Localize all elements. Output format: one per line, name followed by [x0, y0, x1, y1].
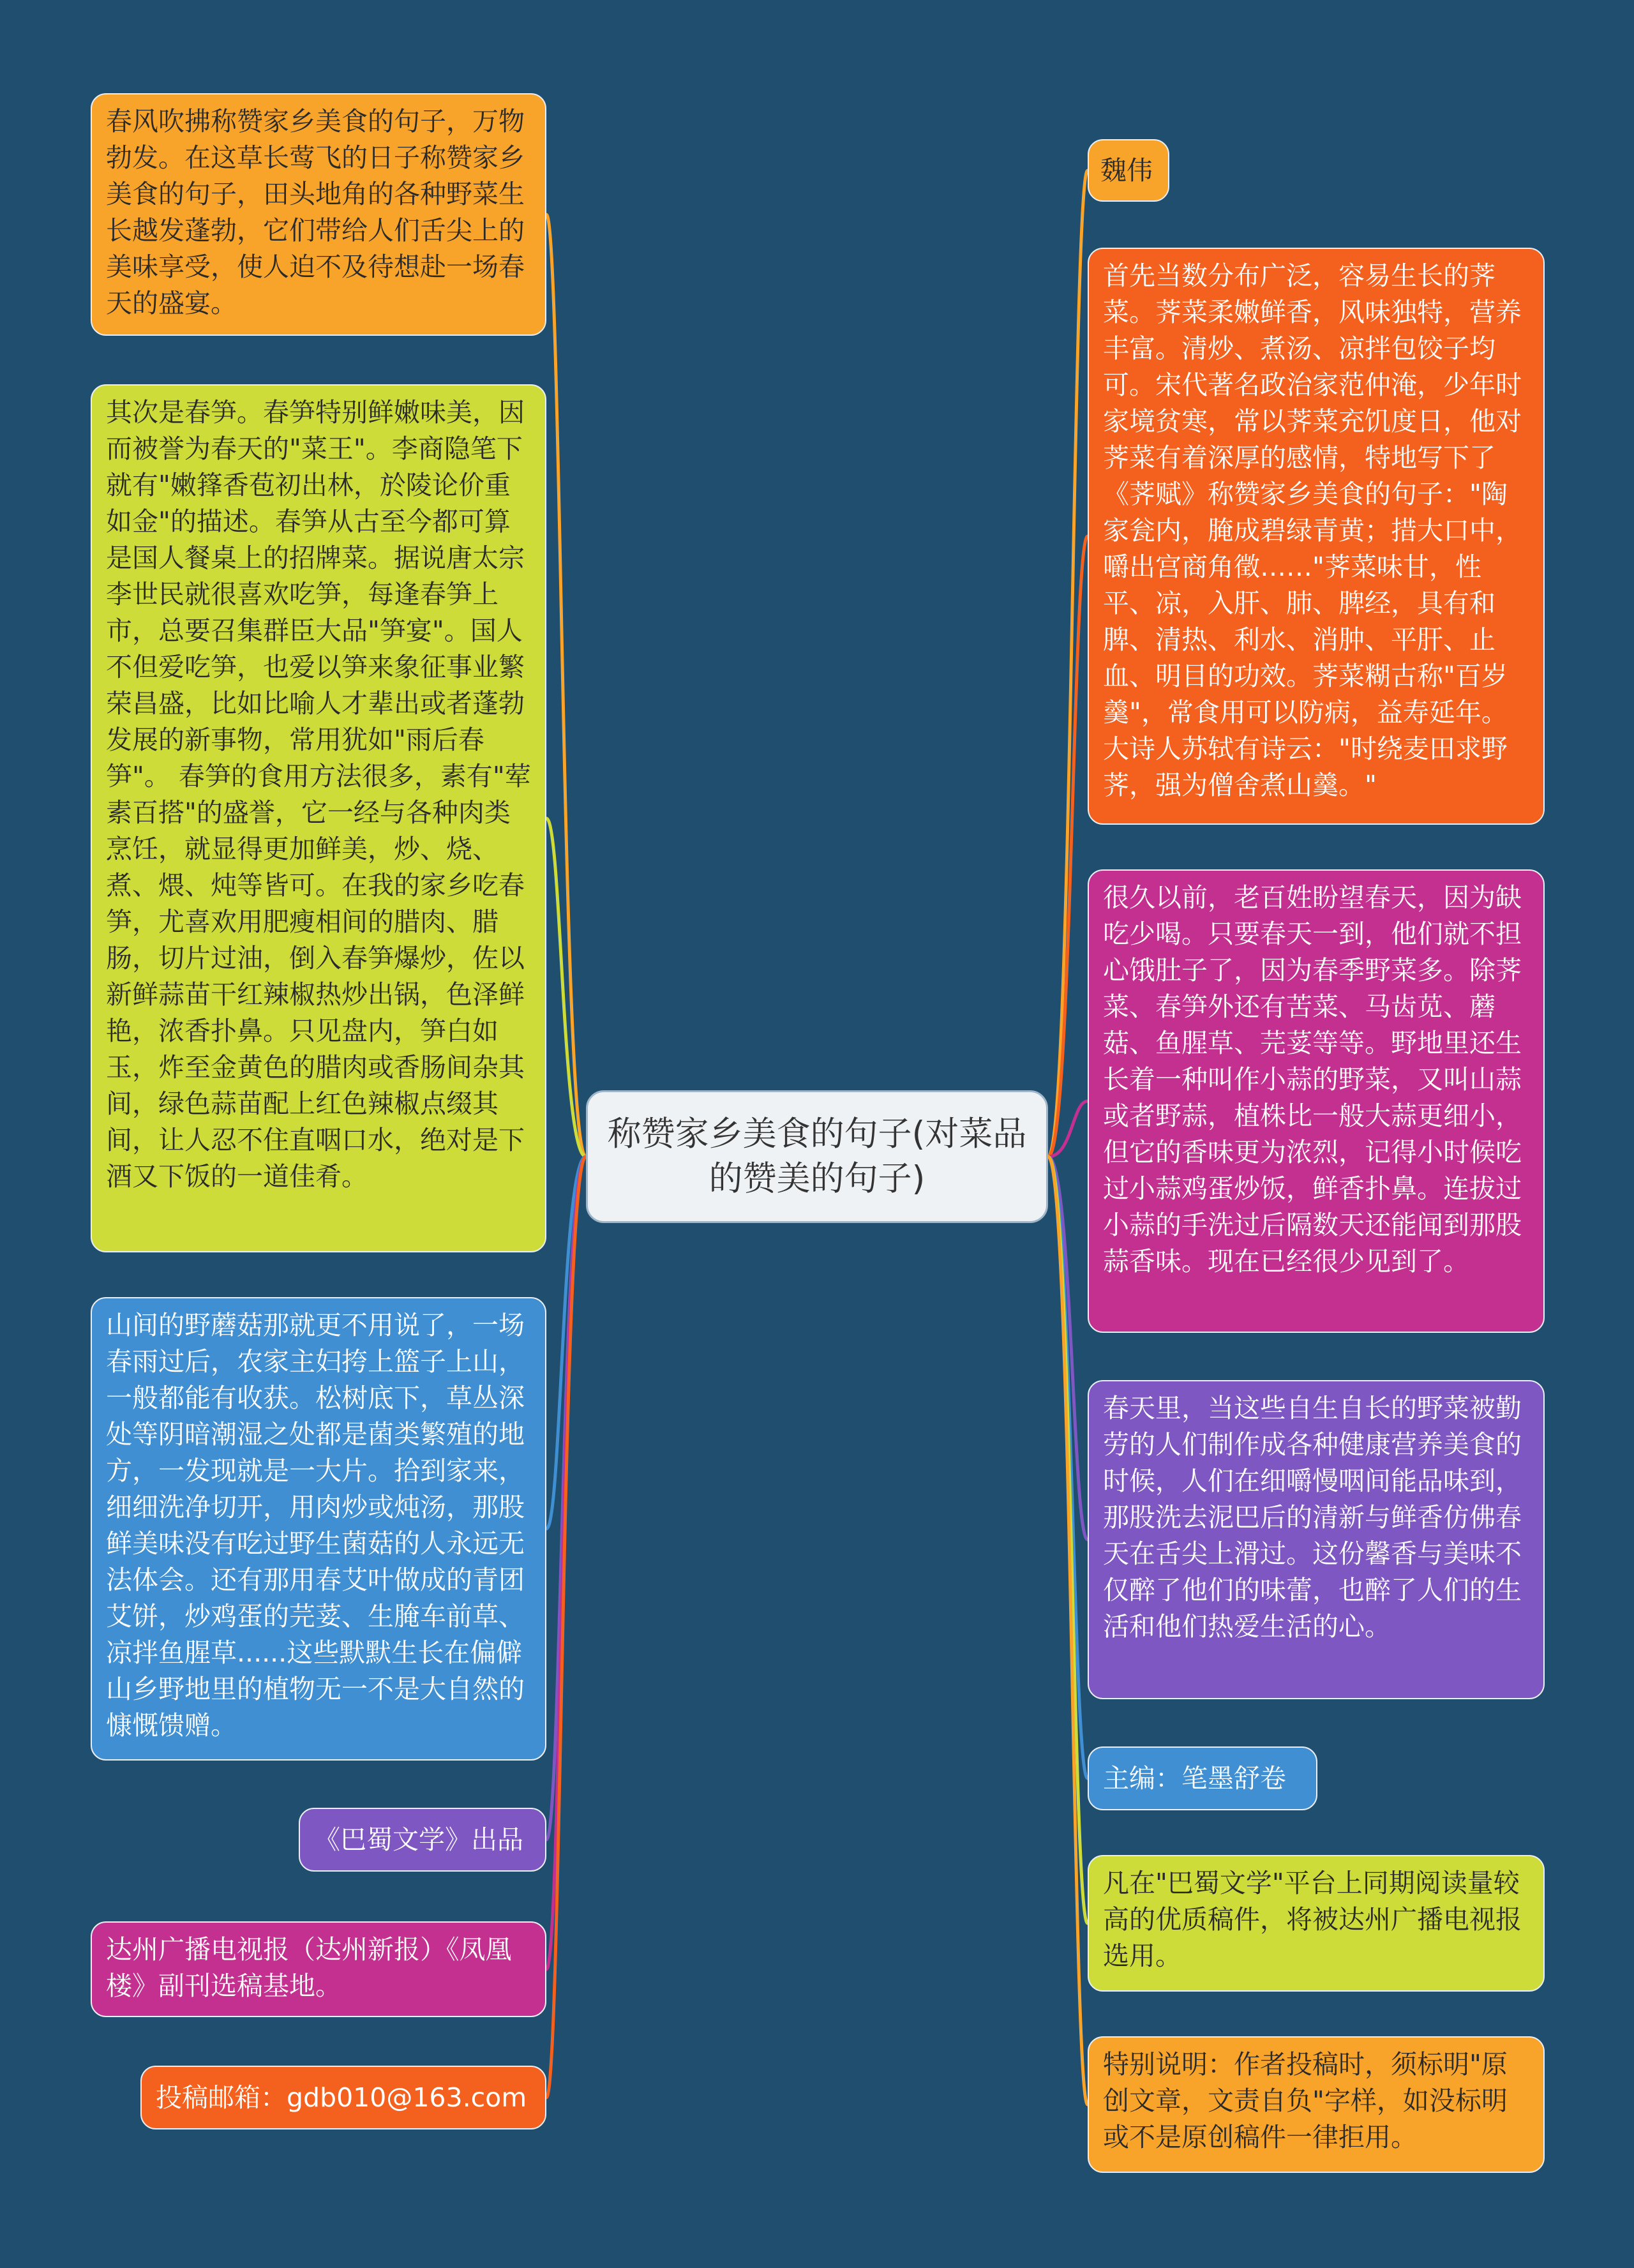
right-node-editor[interactable]: 主编：笔墨舒卷 [1088, 1746, 1317, 1810]
right-node-author[interactable]: 魏伟 [1088, 139, 1169, 202]
right-node-wild-garlic[interactable]: 很久以前，老百姓盼望春天，因为缺吃少喝。只要春天一到，他们就不担心饿肚子了，因为春季野菜多。除荠菜、春笋外还有苦菜、马齿苋、蘑菇、鱼腥草、芫荽等等。野地里还生长着一种叫作小蒜的野菜，又叫山蒜或者野蒜，植株比一般大蒜更细小，但它的香味更为浓烈，记得小时候吃过小蒜鸡蛋炒饭，鲜香扑鼻。连拔过小蒜的手洗过后隔数天还能闻到那股蒜香味。现在已经很少见到了。 [1088, 869, 1545, 1333]
right-node-spring-flavor[interactable]: 春天里，当这些自生自长的野菜被勤劳的人们制作成各种健康营养美食的时候，人们在细嚼慢咽间能品味到，那股洗去泥巴后的清新与鲜香仿佛春天在舌尖上滑过。这份馨香与美味不仅醉了他们的味蕾，也醉了人们的生活和他们热爱生活的心。 [1088, 1380, 1545, 1699]
left-node-wild-mushrooms[interactable]: 山间的野蘑菇那就更不用说了，一场春雨过后，农家主妇挎上篮子上山，一般都能有收获。松树底下，草丛深处等阴暗潮湿之处都是菌类繁殖的地方，一发现就是一大片。拾到家来，细细洗净切开，用肉炒或炖汤，那股鲜美味没有吃过野生菌菇的人永远无法体会。还有那用春艾叶做成的青团艾饼，炒鸡蛋的芫荽、生腌车前草、凉拌鱼腥草......这些默默生长在偏僻山乡野地里的植物无一不是大自然的慷慨馈赠。 [91, 1297, 546, 1761]
left-node-submission-email[interactable]: 投稿邮箱：gdb010@163.com [140, 2066, 546, 2129]
left-node-publisher[interactable]: 《巴蜀文学》出品 [299, 1808, 546, 1872]
right-node-selection-note[interactable]: 凡在"巴蜀文学"平台上同期阅读量较高的优质稿件，将被达州广播电视报选用。 [1088, 1855, 1545, 1992]
left-node-spring-intro[interactable]: 春风吹拂称赞家乡美食的句子，万物勃发。在这草长莺飞的日子称赞家乡美食的句子，田头地角的各种野菜生长越发蓬勃，它们带给人们舌尖上的美味享受，使人迫不及待想赴一场春天的盛宴。 [91, 93, 546, 336]
central-topic[interactable]: 称赞家乡美食的句子(对菜品的赞美的句子) [586, 1090, 1048, 1223]
left-node-submission-base[interactable]: 达州广播电视报（达州新报）《凤凰楼》副刊选稿基地。 [91, 1921, 546, 2017]
right-connector-1 [1048, 170, 1088, 1157]
left-node-bamboo-shoots[interactable]: 其次是春笋。春笋特别鲜嫩味美，因而被誉为春天的"菜王"。李商隐笔下就有"嫩箨香苞初出林，於陵论价重如金"的描述。春笋从古至今都可算是国人餐桌上的招牌菜。据说唐太宗李世民就很喜欢吃笋，每逢春笋上市，总要召集群臣大品"笋宴"。国人不但爱吃笋，也爱以笋来象征事业繁荣昌盛，比如比喻人才辈出或者蓬勃发展的新事物，常用犹如"雨后春笋"。 春笋的食用方法很多，素有"荤素百搭"的盛誉，它一经与各种肉类烹饪，就显得更加鲜美，炒、烧、煮、煨、炖等皆可。在我的家乡吃春笋，尤喜欢用肥瘦相间的腊肉、腊肠，切片过油，倒入春笋爆炒，佐以新鲜蒜苗干红辣椒热炒出锅，色泽鲜艳，浓香扑鼻。只见盘内，笋白如玉，炸至金黄色的腊肉或香肠间杂其间，绿色蒜苗配上红色辣椒点缀其间，让人忍不住直咽口水，绝对是下酒又下饭的一道佳肴。 [91, 384, 546, 1252]
right-node-special-note[interactable]: 特别说明：作者投稿时，须标明"原创文章，文责自负"字样，如没标明或不是原创稿件一律拒用。 [1088, 2036, 1545, 2173]
right-node-shepherds-purse[interactable]: 首先当数分布广泛，容易生长的荠菜。荠菜柔嫩鲜香，风味独特，营养丰富。清炒、煮汤、凉拌包饺子均可。宋代著名政治家范仲淹，少年时家境贫寒，常以荠菜充饥度日，他对荠菜有着深厚的感情，特地写下了《荠赋》称赞家乡美食的句子："陶家瓮内，腌成碧绿青黄；措大口中，嚼出宫商角徵……"荠菜味甘，性平、凉，入肝、肺、脾经，具有和脾、清热、利水、消肿、平肝、止血、明目的功效。荠菜糊古称"百岁羹"，常食用可以防病，益寿延年。大诗人苏轼有诗云："时绕麦田求野荠，强为僧舍煮山羹。" [1088, 248, 1545, 825]
